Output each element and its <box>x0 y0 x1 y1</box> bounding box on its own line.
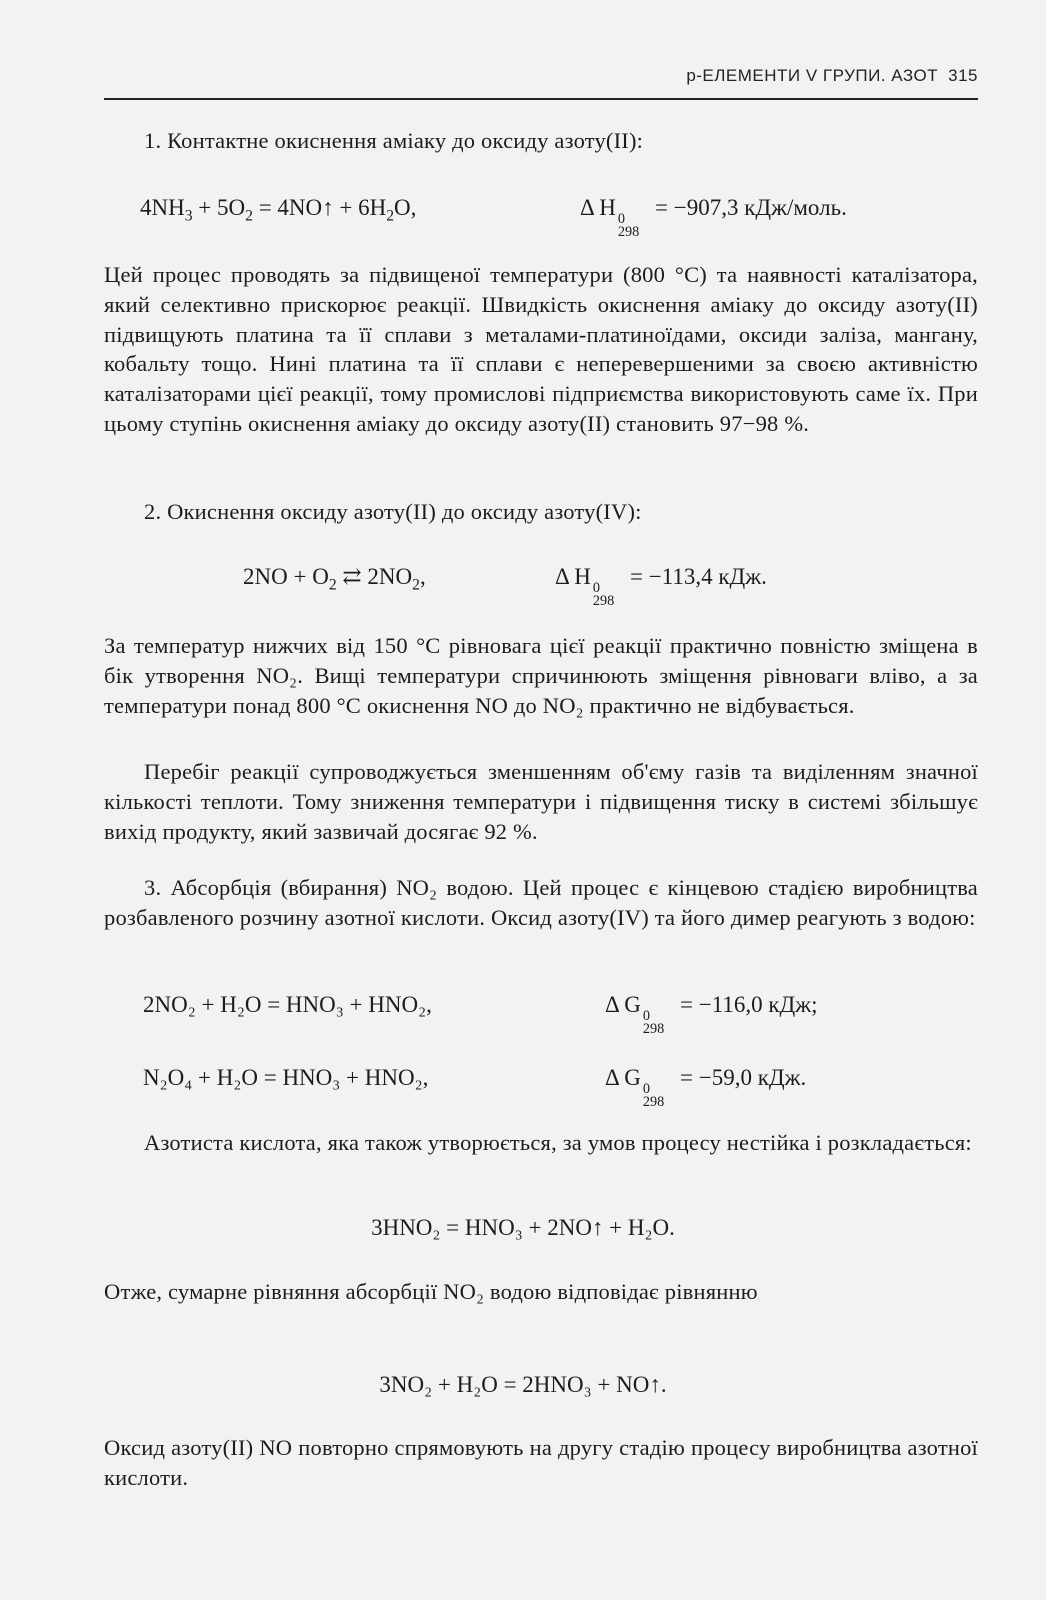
page-number: 315 <box>948 66 978 85</box>
equation-2: $2NO + O_2$ ⇄ $2NO_2$, Δ H 0 298 = −113,4 кДж. <box>243 564 767 609</box>
enthalpy-1: Δ H 0 298 = −907,3 кДж/моль. <box>580 195 847 240</box>
gibbs-4: Δ G 0 298 = −59,0 кДж. <box>605 1065 807 1110</box>
paragraph-3: Перебіг реакції супроводжується зменшенням об'єму газів та виділенням значної кількості теплоти. Тому зниження температури і підвищення тиску в системі збільшує вихід продукту, який зазвичай досягає 92 %. <box>104 759 978 844</box>
paragraph-2: За температур нижчих від 150 °С рівновага цієї реакції практично повністю зміщена в бік утворення NO₂. Вищі температури спричинюють зміщення рівноваги вліво, а за температури понад 800 °С окиснення NO до NO₂ практично не відбувається. <box>104 633 978 718</box>
chapter-title: p-ЕЛЕМЕНТИ V ГРУПИ. АЗОТ <box>686 66 939 85</box>
paragraph-5: Азотиста кислота, яка також утворюється, за умов процесу нестійка і розкладається: <box>144 1130 972 1155</box>
paragraph-7: Оксид азоту(II) NO повторно спрямовують на другу стадію процесу виробництва азотної кислоти. <box>104 1435 978 1490</box>
enthalpy-2: Δ H 0 298 = −113,4 кДж. <box>555 564 767 609</box>
paragraph-6: Отже, сумарне рівняння абсорбції NO₂ водою відповідає рівнянню <box>104 1279 758 1304</box>
equation-4: N₂O₄ + H₂O = HNO₃ + HNO₂, Δ G 0 298 = −59,0 кДж. <box>143 1065 807 1110</box>
item1-intro: 1. Контактне окиснення аміаку до оксиду азоту(II): <box>144 128 644 153</box>
equation-5: 3HNO₂ = HNO₃ + 2NO↑ + H₂O. <box>371 1215 675 1240</box>
item2-intro: 2. Окиснення оксиду азоту(II) до оксиду азоту(IV): <box>144 499 642 524</box>
gibbs-3: Δ G 0 298 = −116,0 кДж; <box>605 992 818 1037</box>
equation-6: 3NO₂ + H₂O = 2HNO₃ + NO↑. <box>379 1372 667 1397</box>
running-head-text <box>686 66 978 86</box>
running-head <box>104 62 978 100</box>
paragraph-4: 3. Абсорбція (вбирання) NO₂ водою. Цей процес є кінцевою стадією виробництва розбавленого розчину азотної кислоти. Оксид азоту(IV) та його димер реагують з водою: <box>104 875 978 930</box>
paragraph-1: Цей процес проводять за підвищеної температури (800 °С) та наявності каталізатора, який селективно прискорює реакції. Швидкість окиснення аміаку до оксиду азоту(II) підвищують платина та її сплави з металами-платиноїдами, оксиди заліза, мангану, кобальту тощо. Нині платина та її сплави є неперевершеними за своєю активністю каталізаторами цієї реакції, тому промислові підприємства використовують саме їх. При цьому ступінь окиснення аміаку до оксиду азоту(II) становить 97−98 %. <box>104 262 978 436</box>
equation-1: $4NH_3 + 5O_2$ = 4NO↑ + $6H_2O$, Δ H 0 298 = −907,3 кДж/моль. <box>140 195 847 240</box>
equation-3: 2NO₂ + H₂O = HNO₃ + HNO₂, Δ G 0 298 = −116,0 кДж; <box>143 992 818 1037</box>
